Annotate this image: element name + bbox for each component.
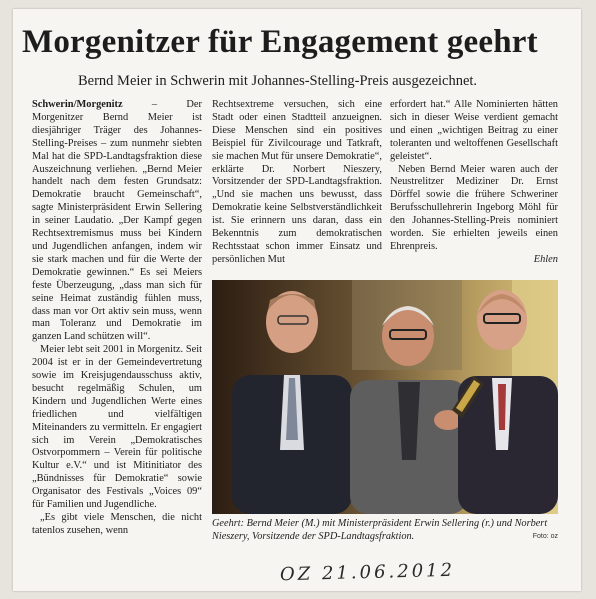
author-signature: Ehlen — [533, 253, 558, 265]
photo-credit: Foto: oz — [532, 533, 558, 540]
paragraph: Meier lebt seit 2001 in Morgenitz. Seit 2004 ist er in der Gemeindevertretung sowie im Kreisjugendausschuss aktiv, besucht regelmäßig Schulen, um Kindern und Jugendlichen Werte eines friedlichen und vielfältigen Miteinanders zu vermitteln. Er engagiert sich im Verein „Demokratisches Ostvorpommern – Verein für politische Kultur e.V.“ und ist Mitinitiator des „Bündnisses für Demokratie“ sowie Organisator des Festivals „Voices 09“ für Familien und Jugendliche. — [32, 344, 202, 511]
article-column-3 — [390, 99, 558, 269]
photo-caption: Geehrt: Bernd Meier (M.) mit Ministerpräsident Erwin Sellering (r.) und Norbert Nieszery, Vorsitzende der SPD-Landtagsfraktion. — [212, 518, 548, 542]
paragraph-text: – Der Morgenitzer Bernd Meier ist diesjähriger Träger des Johannes-Stelling-Preises – zum nunmehr siebten Mal hat die SPD-Landtagsfraktion diese Auszeichnung verliehen. „Bernd Meier handelt nach dem festen Grundsatz: Demokratie braucht Gemeinschaft“, sagte Ministerpräsident Erwin Sellering in seiner Laudatio. „Der Kampf gegen Rechtsextremismus muss bei Kindern und Jugendlichen anfangen, indem wir sie stark machen und für die Werte der Demokratie gewinnen.“ Es sei Meiers feste Überzeugung, „dass man sich für seine Heimat zuständig fühlen muss, dass man vor Ort aktiv sein muss, wenn man Toleranz und Demokratie im ganzen Land schützen will“. — [32, 99, 202, 343]
paragraph: Rechtsextreme versuchen, sich eine Stadt oder einen Stadtteil anzueignen. Diese Menschen sind ein positives Beispiel für Zivilcourage und Tatkraft, sie machen Mut für unsere Demokratie“, erklärte Dr. Norbert Nieszery, Vorsitzender der SPD-Landtagsfraktion. „Und sie machen uns bewusst, dass Demokratie keine Selbstverständlichkeit ist. Sie erinnern uns daran, dass ein Bekenntnis zum demokratischen Rechtsstaat schon immer Einsatz und persönlichen Mut — [212, 99, 382, 265]
article-column-2 — [212, 99, 382, 269]
paragraph: „Es gibt viele Menschen, die nicht tatenlos zusehen, wenn — [32, 512, 202, 536]
paragraph: Neben Bernd Meier waren auch der Neustrelitzer Mediziner Dr. Ernst Dörffel sowie die frühere Schweriner Berufsschullehrerin Ingeborg Möhl für den Johannes-Stelling-Preis nominiert worden. Sie erhielten jeweils einen Ehrenpreis. — [390, 163, 558, 252]
subheadline: Bernd Meier in Schwerin mit Johannes-Stelling-Preis ausgezeichnet. — [78, 73, 478, 89]
handwritten-date-note: OZ 21.06.2012 — [279, 559, 456, 586]
photo-illustration — [212, 280, 558, 514]
paragraph — [32, 99, 202, 344]
headline: Morgenitzer für Engagement geehrt — [22, 24, 538, 60]
dateline: Schwerin/Morgenitz — [32, 99, 123, 110]
article-column-1 — [32, 99, 202, 541]
paragraph: erfordert hat.“ Alle Nominierten hätten sich in dieser Weise verdient gemacht und einen „wichtigen Beitrag zu einer toleranten und weltoffenen Gesellschaft geleistet“. — [390, 99, 558, 162]
article-photo — [212, 280, 558, 514]
